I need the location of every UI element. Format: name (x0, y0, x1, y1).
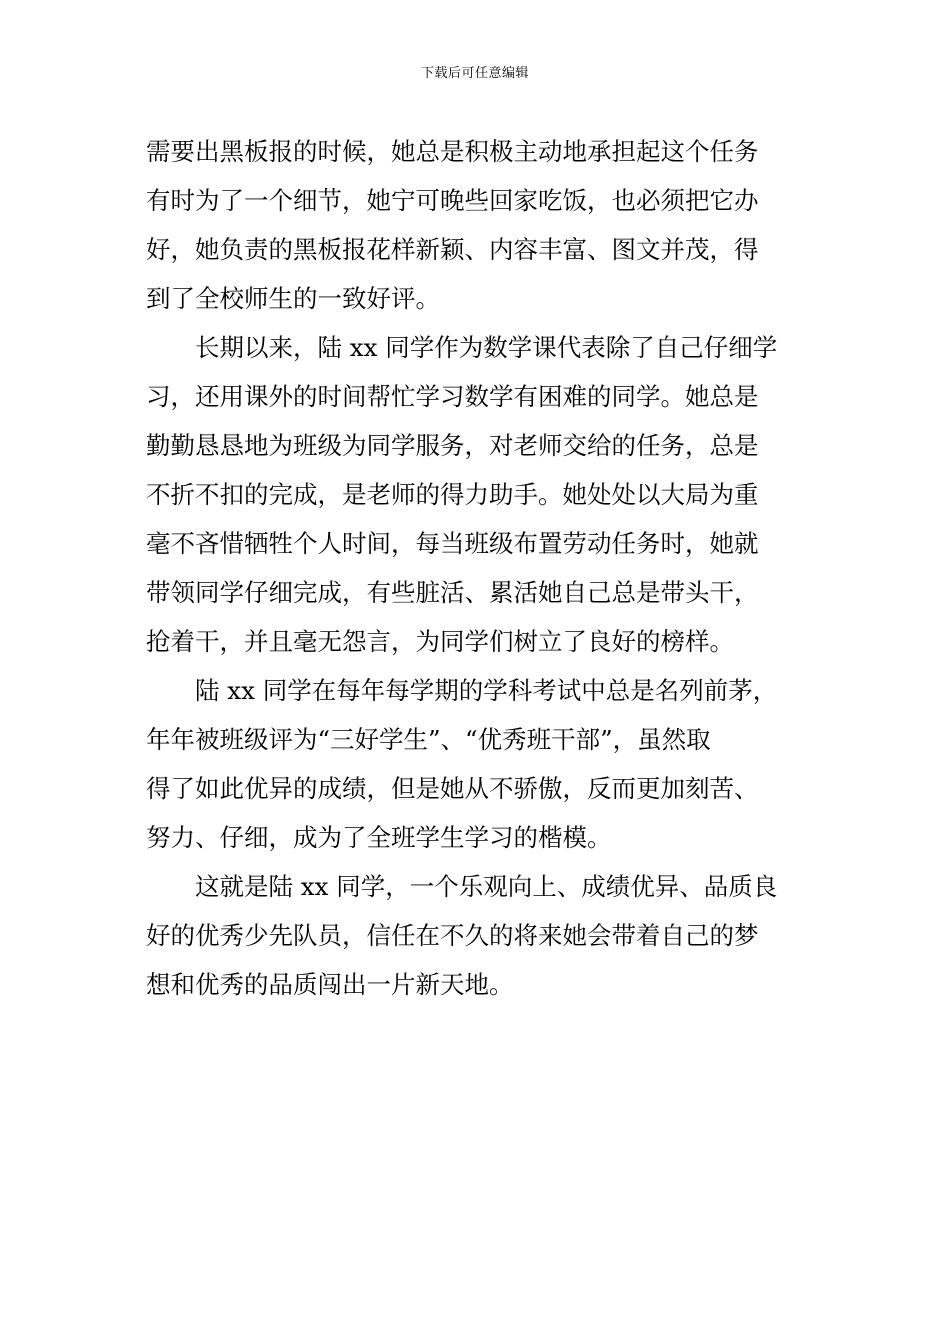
text-line: 年年被班级评为“三好学生”、“优秀班干部”，虽然取 (146, 725, 711, 754)
page-header: 下载后可任意编辑 (420, 66, 529, 81)
text-line: 习，还用课外的时间帮忙学习数学有困难的同学。她总是 (146, 382, 759, 411)
document-body (146, 127, 806, 1009)
text-line: 到了全校师生的一致好评。 (146, 284, 440, 313)
paragraph-first-line: 长期以来，陆 xx 同学作为数学课代表除了自己仔细学 (195, 333, 778, 362)
text-line: 努力、仔细，成为了全班学生学习的楷模。 (146, 823, 612, 852)
text-line: 不折不扣的完成，是老师的得力助手。她处处以大局为重 (146, 480, 759, 509)
paragraph-first-line: 这就是陆 xx 同学，一个乐观向上、成绩优异、品质良 (195, 872, 778, 901)
text-line: 有时为了一个细节，她宁可晚些回家吃饭，也必须把它办 (146, 186, 759, 215)
text-line: 好的优秀少先队员，信任在不久的将来她会带着自己的梦 (146, 921, 759, 950)
text-line: 想和优秀的品质闯出一片新天地。 (146, 970, 514, 999)
text-line: 得了如此优异的成绩，但是她从不骄傲，反而更加刻苦、 (146, 774, 759, 803)
text-line: 带领同学仔细完成，有些脏活、累活她自己总是带头干， (146, 578, 759, 607)
text-line: 毫不吝惜牺牲个人时间，每当班级布置劳动任务时，她就 (146, 529, 759, 558)
text-line: 好，她负责的黑板报花样新颖、内容丰富、图文并茂，得 (146, 235, 759, 264)
text-line: 需要出黑板报的时候，她总是积极主动地承担起这个任务 (146, 137, 759, 166)
text-line: 勤勤恳恳地为班级为同学服务，对老师交给的任务，总是 (146, 431, 759, 460)
text-line: 抢着干，并且毫无怨言，为同学们树立了良好的榜样。 (146, 627, 734, 656)
paragraph-first-line: 陆 xx 同学在每年每学期的学科考试中总是名列前茅， (195, 676, 778, 705)
